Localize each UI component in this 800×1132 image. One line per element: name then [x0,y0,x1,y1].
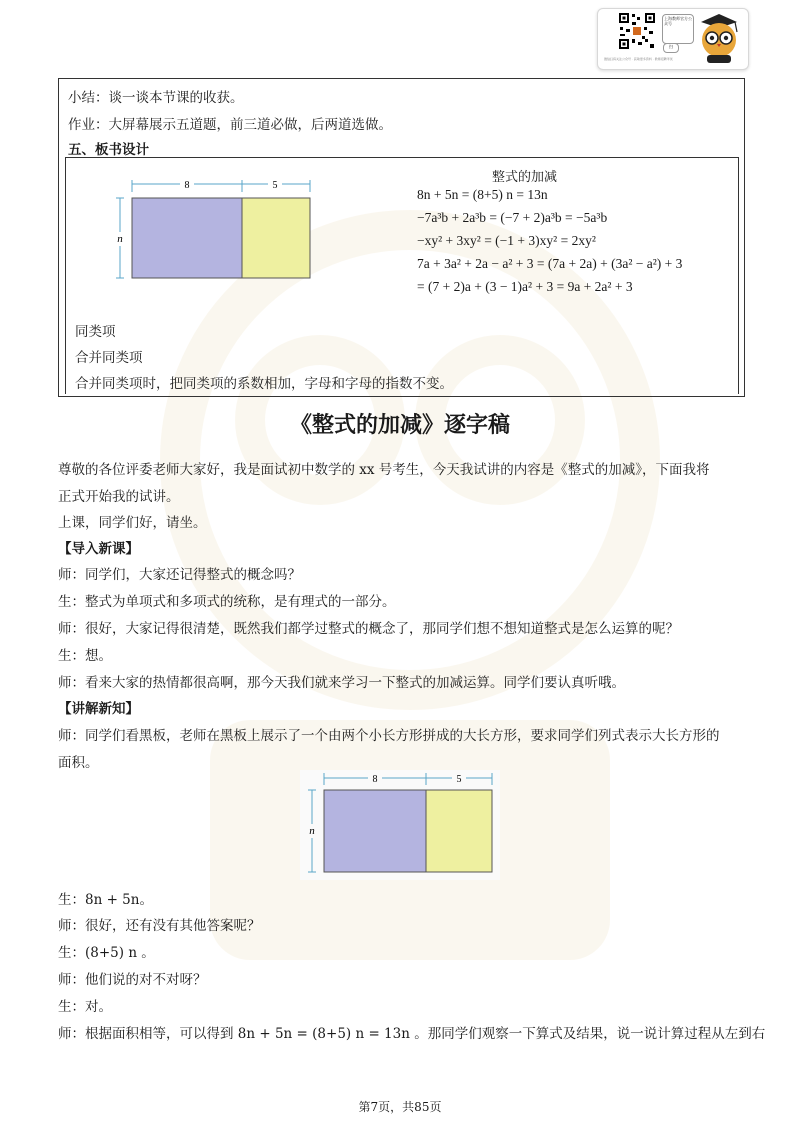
formula-line: −7a³b + 2a³b = (−7 + 2)a³b = −5a³b [417,210,608,225]
homework-text: 作业：大屏幕展示五道题，前三道必做，后两道选做。 [68,117,392,133]
qr-code-icon[interactable] [618,12,656,50]
dialogue-line: 师：看来大家的热情都很高啊，那今天我们就来学习一下整式的加减运算。同学们要认真听哦。 [58,675,625,691]
height-label: n [117,233,123,245]
dialogue-line: 生：整式为单项式和多项式的统称，是有理式的一部分。 [58,594,396,610]
summary-text: 小结：谈一谈本节课的收获。 [68,90,244,106]
formula-line: 7a + 3a² + 2a − a² + 3 = (7a + 2a) + (3a² − a²) + 3 [417,256,683,271]
paragraph: 尊敬的各位评委老师大家好，我是面试初中数学的 xx 号考生，今天我试讲的内容是《整式的加减》，下面我将 [58,462,710,478]
board-title: 整式的加减 [492,169,558,184]
width-left-label: 8 [184,180,190,191]
dialogue-line: 生：(8+5) n 。 [58,945,155,961]
paragraph: 上课，同学们好，请坐。 [58,515,207,531]
dialogue-line: 生：8n + 5n。 [58,892,153,908]
mascot-icon [695,12,743,64]
dialogue-line: 师：很好，大家记得很清楚，既然我们都学过整式的概念了，那同学们想不想知道整式是怎么运算的呢？ [58,621,679,637]
height-label: n [309,825,315,837]
speech-bubble-small: 扫 [663,43,679,53]
speech-bubble: 上海教师官方公众号 [662,14,694,44]
qr-caption: 微信扫码关注公众号 · 获取更多资料 · 教师招聘考试 [604,57,673,61]
dialogue-line: 师：很好，还有没有其他答案呢？ [58,918,261,934]
page-footer: 第7页，共85页 [358,1100,442,1114]
dialogue-line: 师：他们说的对不对呀？ [58,972,207,988]
formula-line: 8n + 5n = (8+5) n = 13n [417,187,548,202]
width-right-label: 5 [456,774,462,785]
formula-line: = (7 + 2)a + (3 − 1)a² + 3 = 9a + 2a² + 3 [417,279,633,294]
dialogue-line: 师：同学们，大家还记得整式的概念吗？ [58,567,301,583]
width-left-label: 8 [372,774,378,785]
board-note: 合并同类项 [75,350,143,366]
area-diagram [300,770,500,880]
dialogue-line: 师：根据面积相等，可以得到 8n + 5n = (8+5) n = 13n 。那同学们观察一下算式及结果，说一说计算过程从左到右 [58,1026,766,1042]
board-note: 合并同类项时，把同类项的系数相加，字母和字母的指数不变。 [75,376,453,392]
dialogue-line: 师：同学们看黑板，老师在黑板上展示了一个由两个小长方形拼成的大长方形，要求同学们列式表示大长方形的 [58,728,720,744]
paragraph: 正式开始我的试讲。 [58,489,180,505]
section-heading: 五、板书设计 [68,142,149,158]
section-heading: 【导入新课】 [58,541,139,557]
formula-line: −xy² + 3xy² = (−1 + 3)xy² = 2xy² [417,233,596,248]
dialogue-line: 面积。 [58,755,99,771]
width-right-label: 5 [272,180,278,191]
section-heading: 【讲解新知】 [58,701,139,717]
board-area-diagram [110,178,316,288]
dialogue-line: 生：想。 [58,648,112,664]
dialogue-line: 生：对。 [58,999,112,1015]
board-note: 同类项 [75,324,116,340]
document-title: 《整式的加减》逐字稿 [289,413,510,438]
